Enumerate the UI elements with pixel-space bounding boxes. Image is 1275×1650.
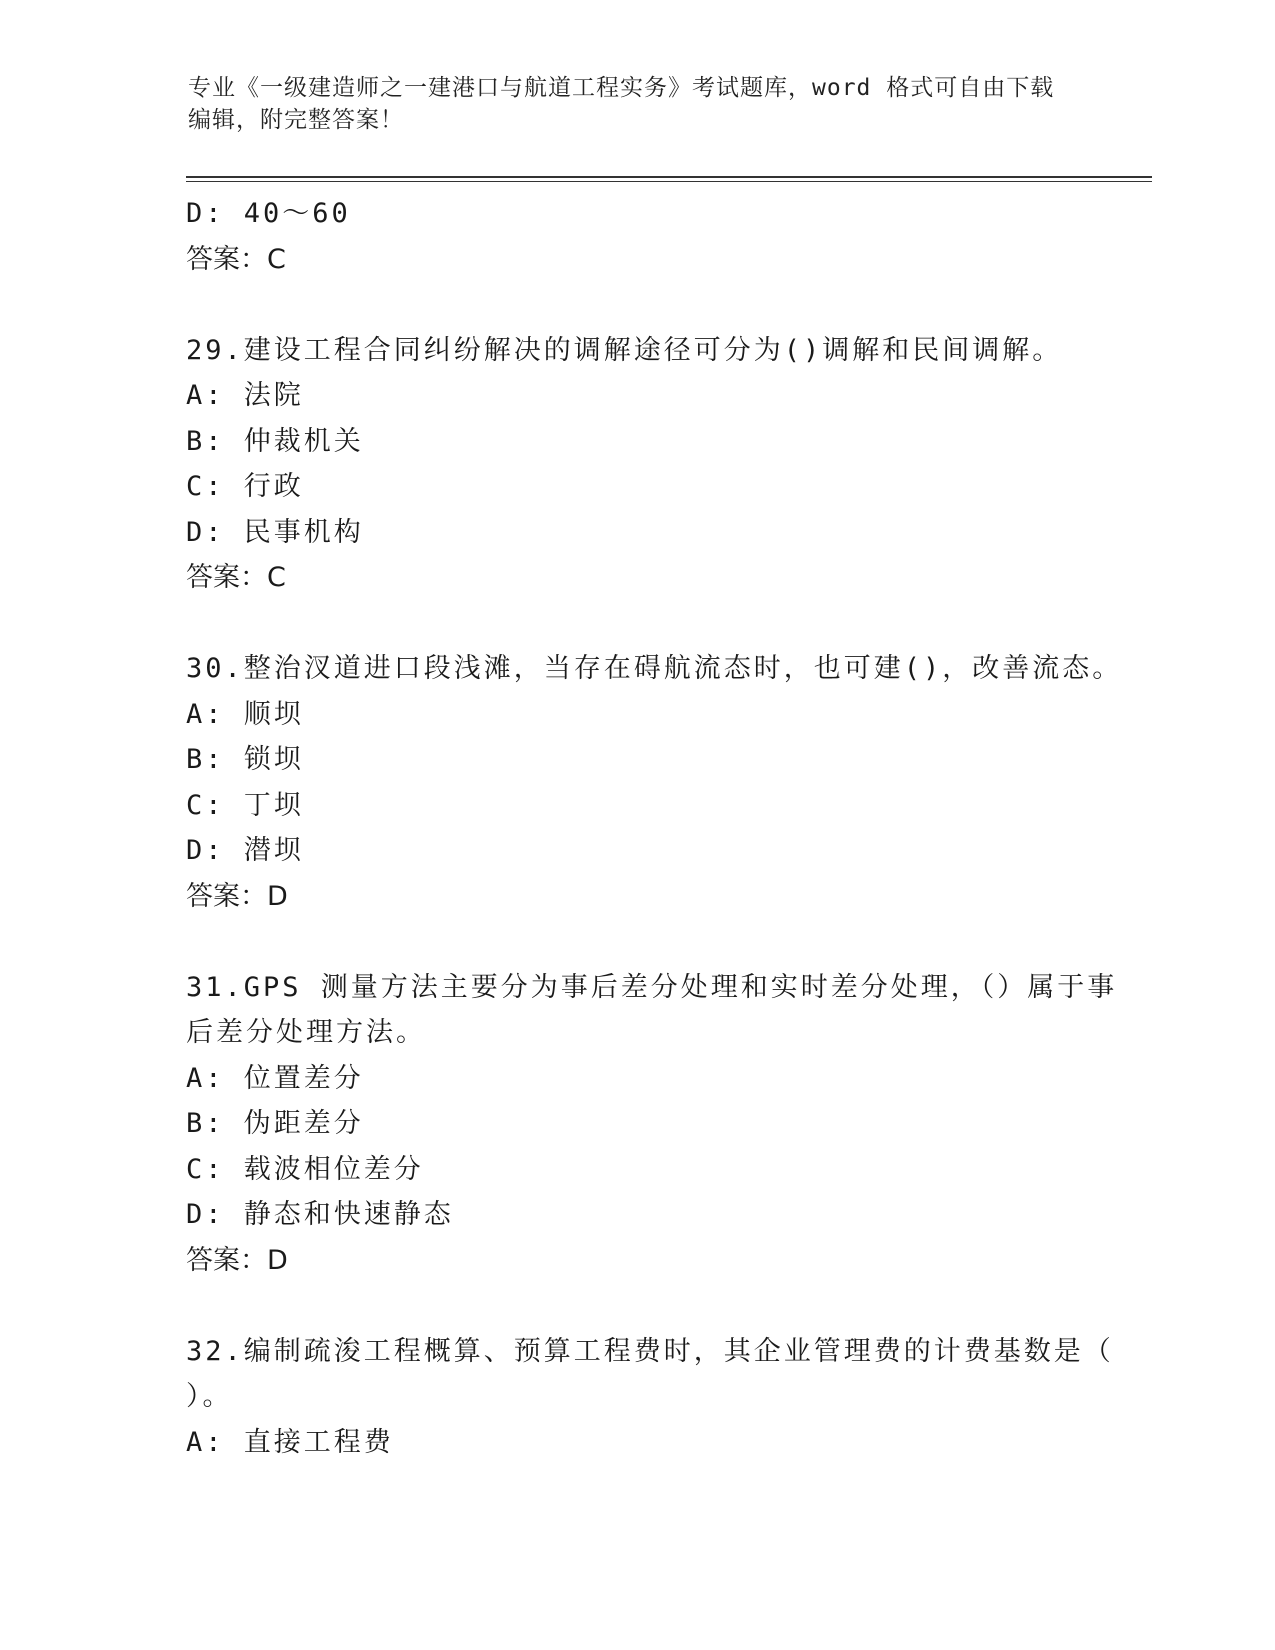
question-title-line-2: ）。 — [186, 1381, 233, 1412]
header-line-2: 编辑，附完整答案！ — [188, 107, 404, 133]
option-b: B: 伪距差分 — [186, 1108, 364, 1139]
question-title: 30.整治汊道进口段浅滩，当存在碍航流态时，也可建()，改善流态。 — [186, 653, 1123, 684]
question-32 — [186, 1329, 1114, 1466]
answer-line: 答案：D — [186, 880, 288, 912]
option-a: A: 法院 — [186, 380, 304, 411]
question-31 — [186, 965, 1118, 1284]
answer-line: 答案：D — [186, 1244, 288, 1276]
question-29 — [186, 328, 1086, 601]
answer-line: 答案：C — [186, 562, 286, 593]
header-line-1: 专业《一级建造师之一建港口与航道工程实务》考试题库，word 格式可自由下载 — [188, 75, 1055, 101]
spacer — [186, 1283, 1086, 1329]
option-d: D: 潜坝 — [186, 835, 304, 866]
question-title-line-1: 32.编制疏浚工程概算、预算工程费时，其企业管理费的计费基数是（ — [186, 1335, 1114, 1367]
option-c: C: 载波相位差分 — [186, 1153, 424, 1185]
document-header — [188, 72, 1068, 136]
option-c: C: 行政 — [186, 471, 304, 502]
question-title-line-1: 31.GPS 测量方法主要分为事后差分处理和实时差分处理，（）属于事 — [186, 971, 1118, 1003]
answer-line: 答案：C — [186, 243, 286, 275]
option-b: B: 锁坝 — [186, 744, 304, 775]
question-title: 29.建设工程合同纠纷解决的调解途径可分为()调解和民间调解。 — [186, 334, 1063, 366]
header-divider-thick — [186, 176, 1152, 178]
option-a: A: 位置差分 — [186, 1062, 364, 1094]
question-list — [186, 191, 1123, 1465]
question-28 — [186, 191, 1086, 282]
question-30 — [186, 646, 1123, 919]
header-divider-thin — [186, 181, 1152, 182]
option-c: C: 丁坝 — [186, 789, 304, 821]
spacer — [186, 601, 1086, 647]
question-title-line-2: 后差分处理方法。 — [186, 1017, 426, 1048]
option-a: A: 顺坝 — [186, 698, 304, 730]
option-b: B: 仲裁机关 — [186, 425, 364, 457]
option-a: A: 直接工程费 — [186, 1426, 394, 1458]
spacer — [186, 282, 1086, 328]
option-d: D: 静态和快速静态 — [186, 1199, 454, 1230]
option-d: D: 民事机构 — [186, 516, 364, 548]
option-d: D: 40～60 — [186, 198, 351, 229]
spacer — [186, 919, 1086, 965]
